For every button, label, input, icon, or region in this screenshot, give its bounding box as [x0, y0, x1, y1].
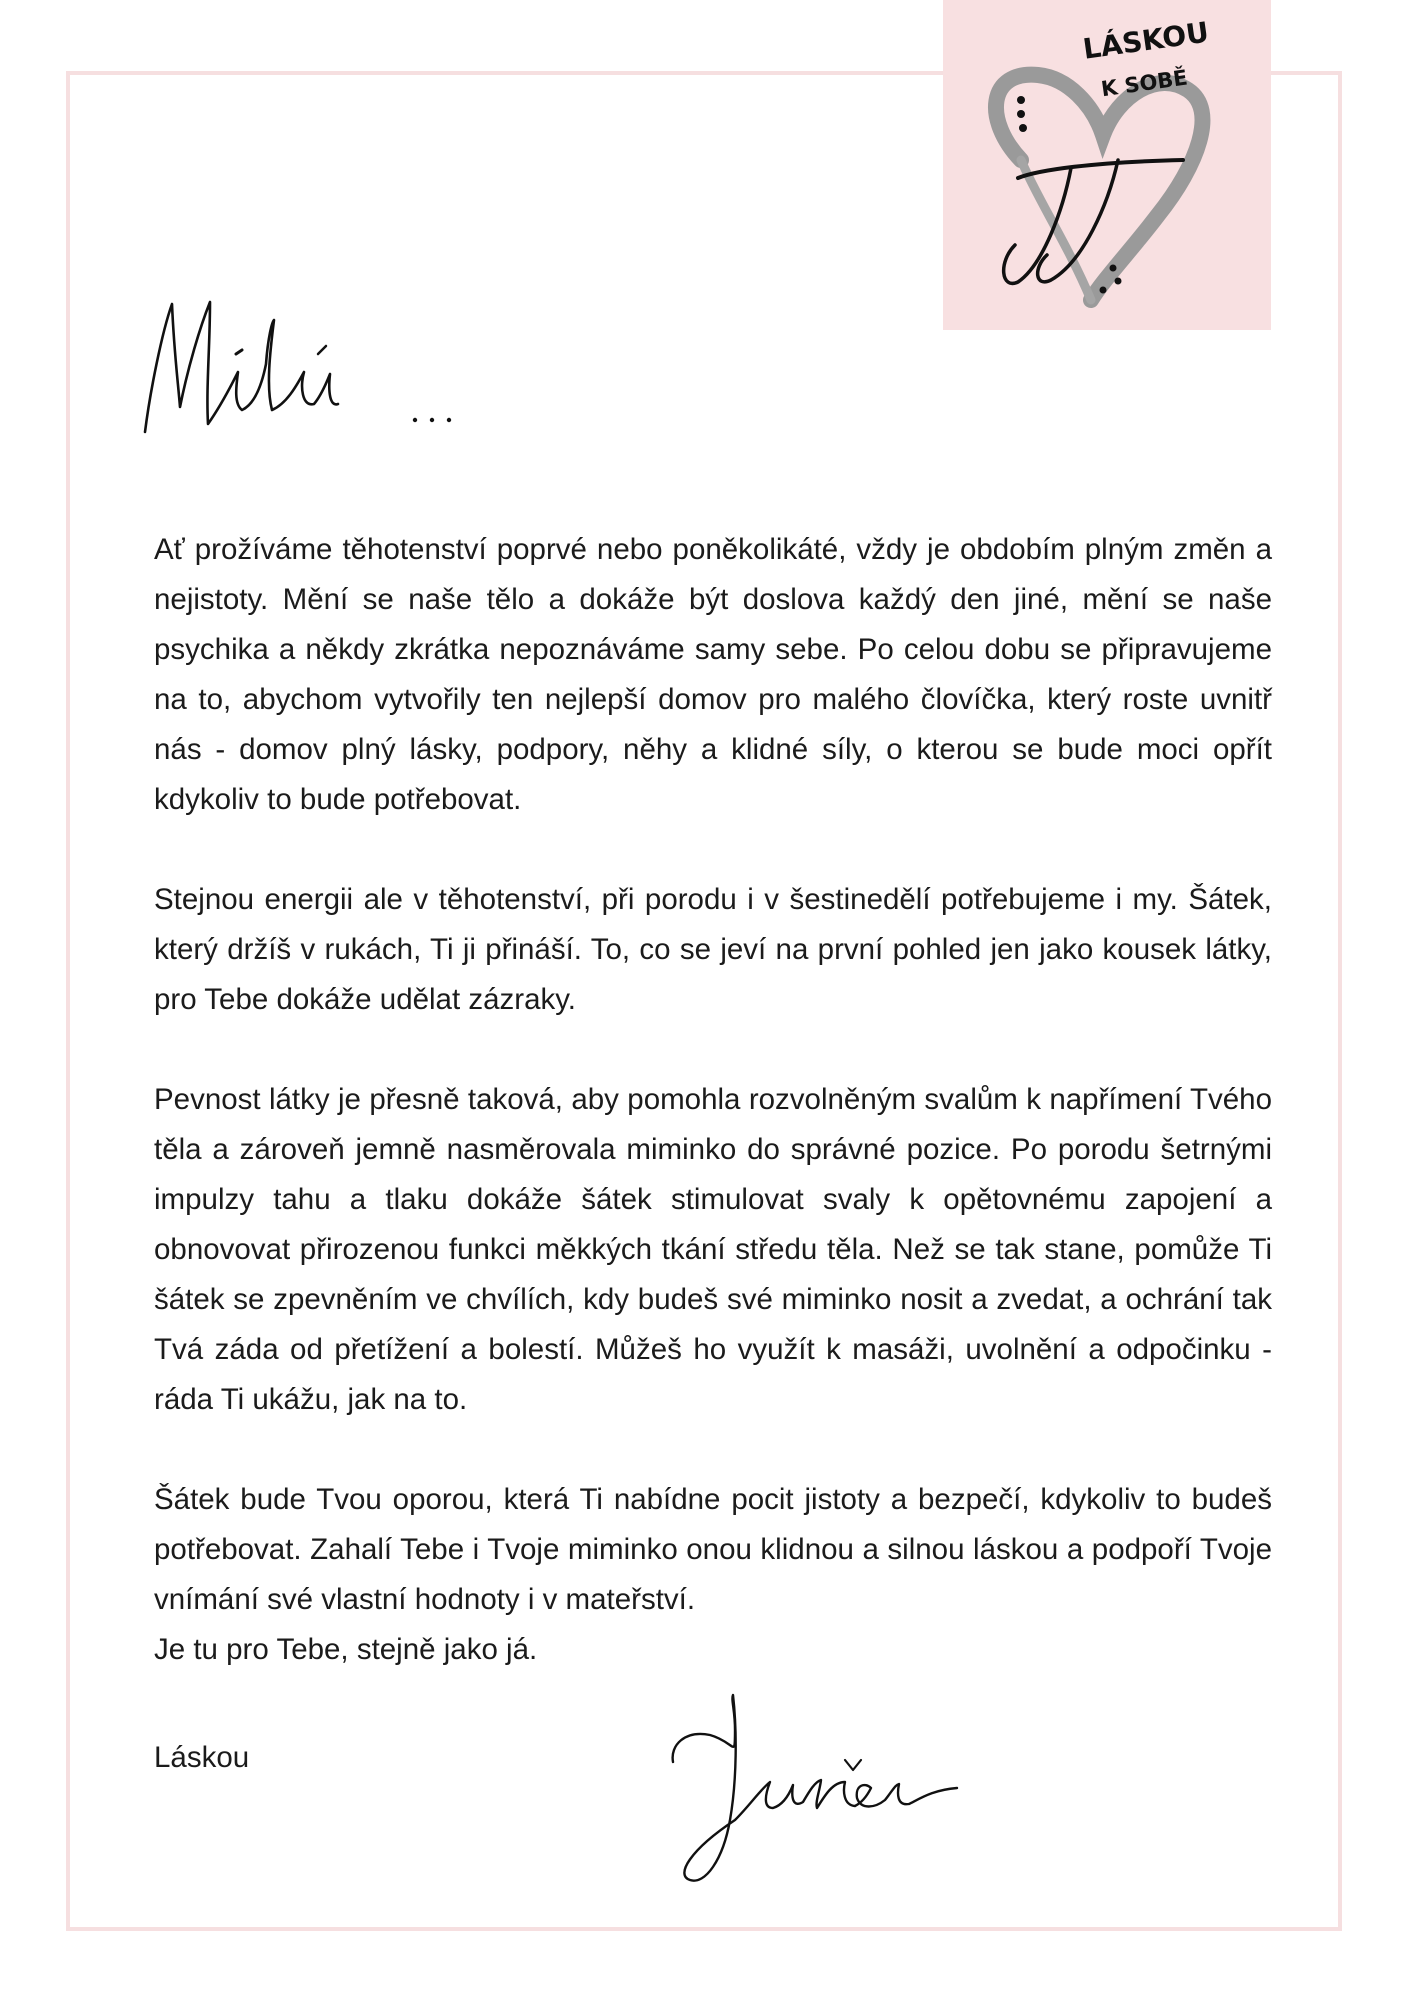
paragraph-4: Šátek bude Tvou oporou, která Ti nabídne pocit jistoty a bezpečí, kdykoliv to budeš potřebovat. Zahalí Tebe i Tvoje miminko onou klidnou a silnou láskou a podpoří Tvoje vnímání své vlastní hodnoty i v mateřství. [154, 1483, 1272, 1616]
sign-off: Láskou [154, 1741, 250, 1774]
paragraph-1: Ať prožíváme těhotenství poprvé nebo poněkolikáté, vždy je obdobím plným změn a nejistoty. Mění se naše tělo a dokáže být doslova každý den jiné, mění se naše psychika a někdy zkrátka nepoznáváme samy sebe. Po celou dobu se připravujeme na to, abychom vytvořily ten nejlepší domov pro malého človíčka, který roste uvnitř nás - domov plný lásky, podpory, něhy a klidné síly, o kterou se bude moci opřít kdykoliv to bude potřebovat. [154, 533, 1272, 816]
closing-line: Je tu pro Tebe, stejně jako já. [154, 1633, 538, 1666]
logo-text-line1: LÁSKOU [1080, 15, 1211, 66]
brand-logo [943, 0, 1271, 330]
paragraph-2: Stejnou energii ale v těhotenství, při porodu i v šestinedělí potřebujeme i my. Šátek, který držíš v rukách, Ti ji přináší. To, co se jeví na první pohled jen jako kousek látky, pro Tebe dokáže udělat zázraky. [154, 883, 1272, 1016]
greeting-handwritten [140, 292, 500, 452]
signature-handwritten [665, 1690, 965, 1890]
paragraph-3: Pevnost látky je přesně taková, aby pomohla rozvolněným svalům k napřímení Tvého těla a zároveň jemně nasměrovala miminko do správné pozice. Po porodu šetrnými impulzy tahu a tlaku dokáže šátek stimulovat svaly k opětovnému zapojení a obnovovat přirozenou funkci měkkých tkání středu těla. Než se tak stane, pomůže Ti šátek se zpevněním ve chvílích, kdy budeš své miminko nosit a zvedat, a ochrání tak Tvá záda od přetížení a bolestí. Můžeš ho využít k masáži, uvolnění a odpočinku - ráda Ti ukážu, jak na to. [154, 1083, 1272, 1416]
logo-text-line2: K SOBĚ [1099, 65, 1190, 102]
letter-body [154, 525, 1272, 1675]
heart-monogram-logo [943, 0, 1271, 330]
